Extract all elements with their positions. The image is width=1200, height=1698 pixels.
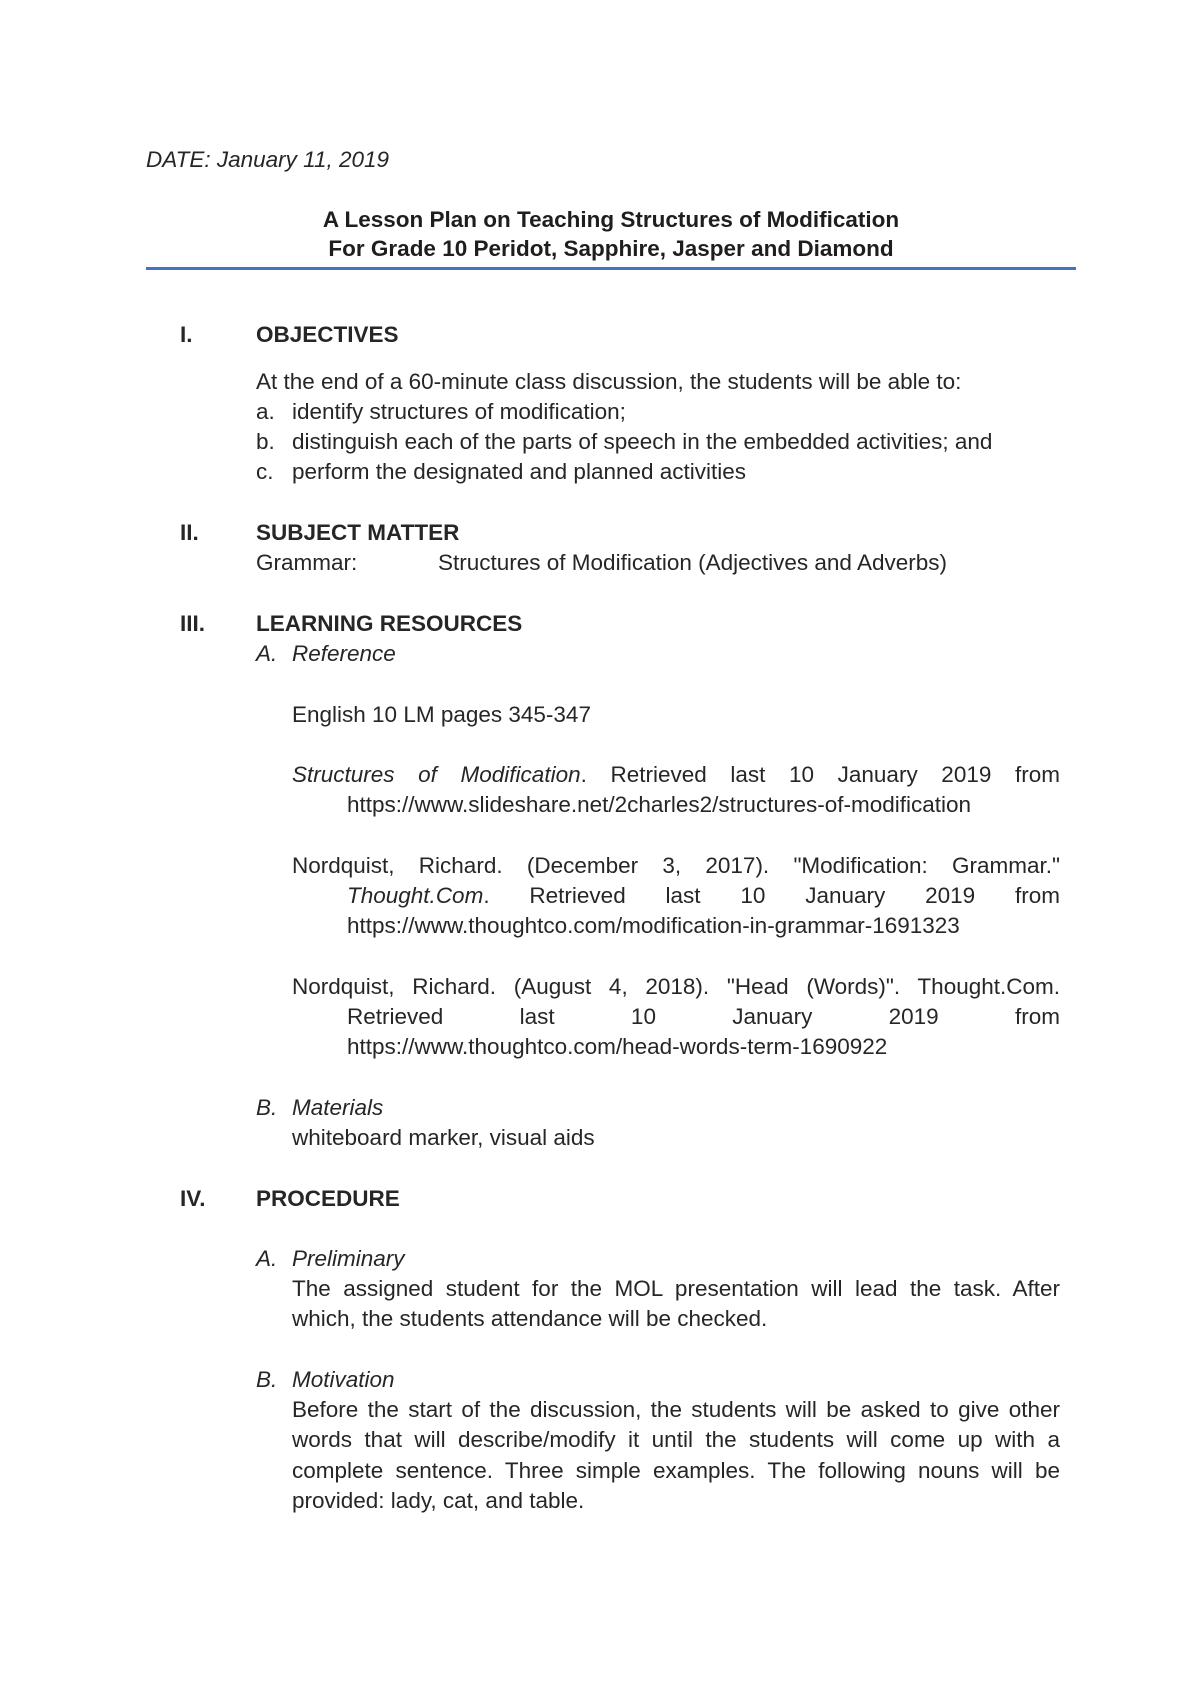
section-heading-learning-resources: LEARNING RESOURCES	[256, 611, 523, 636]
reference-title: Structures of Modification	[292, 762, 581, 787]
section-heading-subject-matter: SUBJECT MATTER	[256, 520, 460, 545]
reference-url: https://www.thoughtco.com/head-words-term-1690922	[347, 1034, 888, 1059]
reference-entry-continued	[347, 881, 1060, 911]
lesson-title: A Lesson Plan on Teaching Structures of Modification	[322, 207, 900, 232]
section-numeral-learning-resources: III.	[180, 611, 206, 636]
materials-text: whiteboard marker, visual aids	[292, 1125, 595, 1150]
objective-item: distinguish each of the parts of speech in the embedded activities; and	[292, 429, 993, 454]
objective-item: identify structures of modification;	[292, 399, 626, 424]
document-date: DATE: January 11, 2019	[146, 147, 390, 172]
materials-label: Materials	[292, 1095, 384, 1120]
reference-retrieved: . Retrieved last 10 January 2019 from	[580, 762, 1060, 787]
section-numeral-procedure: IV.	[180, 1186, 206, 1211]
objective-letter: b.	[256, 429, 275, 454]
subject-value: Structures of Modification (Adjectives and Adverbs)	[438, 550, 947, 575]
objective-item: perform the designated and planned activities	[292, 459, 747, 484]
section-numeral-objectives: I.	[180, 322, 193, 347]
motivation-text: Before the start of the discussion, the students will be asked to give other words that will describe/modify it until the students will come up with a complete sentence. Three simple examples. The following nouns will be provided: lady, cat, and table.	[292, 1397, 1060, 1513]
title-rule	[146, 267, 1076, 270]
lesson-subtitle: For Grade 10 Peridot, Sapphire, Jasper and Diamond	[328, 236, 894, 261]
section-numeral-subject-matter: II.	[180, 520, 199, 545]
preliminary-text: The assigned student for the MOL presentation will lead the task. After which, the students attendance will be checked.	[292, 1276, 1060, 1332]
reference-letter: A.	[256, 641, 278, 666]
reference-url: https://www.thoughtco.com/modification-in-grammar-1691323	[347, 913, 960, 938]
motivation-label: Motivation	[292, 1367, 395, 1392]
reference-entry: Nordquist, Richard. (December 3, 2017). "Modification: Grammar."	[292, 853, 1060, 878]
section-heading-procedure: PROCEDURE	[256, 1186, 400, 1211]
reference-entry-continued: Retrieved last 10 January 2019 from	[347, 1004, 1060, 1029]
reference-entry	[292, 760, 1060, 790]
preliminary-letter: A.	[256, 1246, 278, 1271]
objective-letter: c.	[256, 459, 274, 484]
reference-url: https://www.slideshare.net/2charles2/structures-of-modification	[347, 792, 972, 817]
preliminary-label: Preliminary	[292, 1246, 405, 1271]
reference-label: Reference	[292, 641, 396, 666]
subject-label: Grammar:	[256, 550, 358, 575]
reference-entry: English 10 LM pages 345-347	[292, 702, 591, 727]
materials-letter: B.	[256, 1095, 278, 1120]
motivation-letter: B.	[256, 1367, 278, 1392]
objectives-intro: At the end of a 60-minute class discussion, the students will be able to:	[256, 369, 962, 394]
reference-retrieved: . Retrieved last 10 January 2019 from	[483, 883, 1060, 908]
reference-entry: Nordquist, Richard. (August 4, 2018). "Head (Words)". Thought.Com.	[292, 974, 1060, 999]
reference-site: Thought.Com	[347, 883, 484, 908]
objective-letter: a.	[256, 399, 275, 424]
section-heading-objectives: OBJECTIVES	[256, 322, 399, 347]
